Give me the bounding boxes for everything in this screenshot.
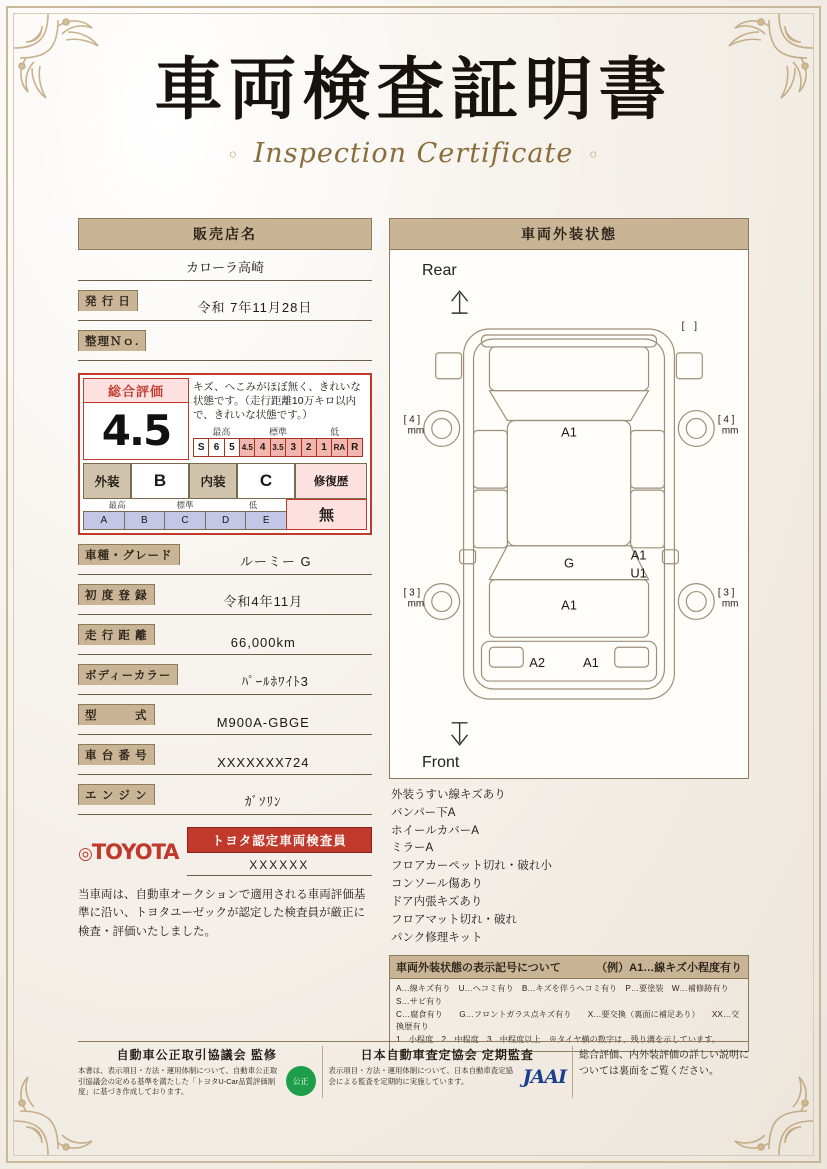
- svg-text:A2: A2: [529, 655, 546, 671]
- toyota-emblem-icon: ◎: [78, 843, 90, 864]
- overall-scale-row: [193, 438, 363, 457]
- field-reference-no-value: [146, 356, 372, 360]
- field-issue-date-label: 発 行 日: [78, 290, 138, 311]
- grade-scale-label-high: 最高: [108, 500, 126, 510]
- field-model-grade-value: ルーミー G: [239, 554, 312, 569]
- svg-text:U1: U1: [630, 565, 647, 581]
- damage-item: バンパー下A: [391, 806, 456, 819]
- field-issue-date: [78, 290, 372, 321]
- grade-cell: A: [84, 512, 125, 529]
- field-first-registration-value: 令和4年11月: [223, 594, 304, 609]
- footer-block-fair-trade-text: 本書は、表示項目・方法・運用体制について、自動車公正取引協議会の定める基準を満たした「トヨタU-Car品質評価制度」に基づき作成しております。: [78, 1066, 278, 1097]
- diagram-front-label: Front: [422, 754, 460, 771]
- corner-ornament-top-right: [699, 8, 819, 128]
- fair-trade-seal-icon: 公正: [286, 1066, 316, 1096]
- exterior-section-header: 車両外装状態: [389, 218, 749, 250]
- scale-cell: R: [348, 439, 362, 456]
- repair-history-value: 無: [286, 499, 367, 530]
- scale-cell: 3: [286, 439, 301, 456]
- svg-text:A1: A1: [561, 424, 577, 440]
- exterior-grade-value: B: [131, 463, 189, 499]
- legend-line: A…線キズ有り U…ヘコミ有り B…キズを伴うヘコミ有り P…要塗装 W…補修跡有り S…サビ有り: [396, 984, 737, 1007]
- field-reference-no-label: 整理Ｎｏ.: [78, 330, 146, 351]
- svg-text:[ 4 ]: [ 4 ]: [717, 414, 735, 426]
- overall-scale-label-low: 低: [330, 426, 340, 437]
- interior-grade-value: C: [237, 463, 295, 499]
- grade-scale-labels: [83, 499, 287, 511]
- field-model-grade-label: 車種・グレード: [78, 544, 180, 565]
- field-reference-no: [78, 330, 372, 361]
- field-first-registration-label: 初 度 登 録: [78, 584, 155, 605]
- overall-scale-label-high: 最高: [212, 426, 231, 437]
- field-body-color-value: ﾊﾟｰﾙﾎﾜｲﾄ3: [241, 674, 309, 689]
- overall-rating-label: 総合評価: [84, 379, 188, 403]
- inspection-footnote: 当車両は、自動車オークションで適用される車両評価基準に沿い、トヨタユーゼックが認定した検査員が厳正に検査・評価いたしました。: [78, 889, 366, 938]
- page-subtitle-text: Inspection Certificate: [253, 138, 574, 169]
- footer-block-jaai-title: 日本自動車査定協会 定期監査: [360, 1048, 534, 1062]
- footer-block-jaai-text: 表示項目・方法・運用体制について、日本自動車査定協会による監査を定期的に実施しています。: [328, 1066, 513, 1086]
- overall-rating-note: キズ、へこみがほぼ無く、きれいな状態です。（走行距離10万キロ以内で、きれいな状態です。）: [193, 381, 361, 422]
- field-model-code-value: M900A-GBGE: [216, 715, 310, 730]
- svg-text:A1: A1: [630, 547, 647, 563]
- legend-line: 1…小程度 2…中程度 3…中程度以上 ※タイヤ横の数字は、残り溝を示しています。: [396, 1035, 720, 1045]
- scale-cell: 6: [209, 439, 224, 456]
- field-chassis-number: [78, 744, 372, 775]
- overall-rating-block: [78, 373, 372, 535]
- field-model-code: [78, 704, 372, 735]
- page-subtitle: [22, 138, 805, 169]
- grade-cell: C: [165, 512, 206, 529]
- scale-cell-selected: 4.5: [240, 439, 255, 456]
- svg-text:mm: mm: [407, 598, 425, 610]
- field-chassis-number-label: 車 台 番 号: [78, 744, 155, 765]
- damage-list: [389, 787, 749, 947]
- field-body-color: [78, 664, 372, 695]
- svg-text:mm: mm: [407, 425, 425, 437]
- legend-example: （例）A1…線キズ小程度有り: [596, 962, 742, 975]
- footer-bar: [78, 1041, 749, 1113]
- toyota-certification-row: [78, 827, 372, 876]
- scale-cell: 1: [317, 439, 332, 456]
- svg-text:[ 4 ]: [ 4 ]: [403, 414, 421, 426]
- dealer-section-header: 販売店名: [78, 218, 372, 250]
- svg-text:[ ]: [ ]: [681, 321, 698, 333]
- scale-cell: 2: [302, 439, 317, 456]
- scale-cell: S: [194, 439, 209, 456]
- field-mileage-value: 66,000km: [230, 635, 296, 650]
- field-mileage: [78, 624, 372, 655]
- grade-cell: E: [246, 512, 286, 529]
- svg-text:mm: mm: [721, 598, 739, 610]
- corner-ornament-bottom-right: [699, 1041, 819, 1161]
- svg-text:mm: mm: [721, 425, 739, 437]
- overall-scale-label-mid: 標準: [269, 426, 288, 437]
- legend-box: [389, 955, 749, 1052]
- grade-scale-label-low: 低: [248, 500, 258, 510]
- footer-block-fair-trade: [78, 1046, 316, 1098]
- subtitle-ornament-left: ◦: [226, 142, 240, 167]
- certified-inspector-badge: トヨタ認定車両検査員: [187, 827, 372, 853]
- document-title-block: [22, 50, 805, 169]
- svg-text:[ 3 ]: [ 3 ]: [717, 587, 735, 599]
- vehicle-diagram-svg: [390, 250, 748, 778]
- field-issue-date-value: 令和 7年11月28日: [197, 300, 313, 315]
- overall-score-box: [83, 378, 189, 460]
- field-body-color-label: ボディーカラー: [78, 664, 178, 685]
- scale-cell: 3.5: [271, 439, 286, 456]
- damage-item: フロアマット切れ・破れ: [391, 913, 518, 926]
- diagram-rear-label: Rear: [422, 262, 457, 279]
- left-column: [78, 218, 372, 941]
- grade-scale-row: [83, 511, 287, 530]
- dealer-name: カローラ高崎: [78, 250, 372, 281]
- toyota-logo: [78, 840, 179, 864]
- damage-item: ホイールカバーA: [391, 824, 479, 837]
- legend-title: 車両外装状態の表示記号について: [396, 962, 561, 975]
- repair-history-label: 修復歴: [295, 463, 367, 499]
- inspector-name: XXXXXX: [187, 853, 372, 876]
- footer-block-reverse-note: 総合評価、内外装評価の詳しい説明については裏面をご覧ください。: [579, 1050, 749, 1077]
- svg-text:A1: A1: [582, 655, 599, 671]
- field-mileage-label: 走 行 距 離: [78, 624, 155, 645]
- scale-cell: 4: [255, 439, 270, 456]
- svg-text:A1: A1: [561, 597, 577, 613]
- scale-cell: RA: [332, 439, 347, 456]
- vehicle-exterior-diagram: [389, 250, 749, 779]
- damage-item: 外装うすい線キズあり: [391, 789, 506, 801]
- overall-scale-labels: [193, 425, 363, 438]
- field-first-registration: [78, 584, 372, 615]
- field-model-code-label: 型 式: [78, 704, 155, 725]
- overall-score-value: 4.5: [101, 406, 171, 455]
- damage-item: ドア内張キズあり: [391, 895, 483, 908]
- jaai-logo: JAAI: [522, 1066, 566, 1088]
- grade-cell: D: [206, 512, 247, 529]
- damage-item: パンク修理キット: [391, 931, 483, 944]
- subtitle-ornament-right: ◦: [587, 142, 601, 167]
- field-engine: [78, 784, 372, 815]
- scale-cell: 5: [225, 439, 240, 456]
- corner-ornament-bottom-left: [8, 1041, 128, 1161]
- grade-cell: B: [125, 512, 166, 529]
- legend-line: C…腐食有り G…フロントガラス点キズ有り X…要交換（裏面に補足あり） XX…交換歴有り: [396, 1009, 740, 1032]
- page-title: 車両検査証明書: [154, 50, 673, 130]
- right-column: [389, 218, 749, 1052]
- field-chassis-number-value: XXXXXXX724: [217, 755, 310, 770]
- footer-block-fair-trade-title: 自動車公正取引協議会 監修: [116, 1048, 277, 1062]
- field-model-grade: [78, 544, 372, 575]
- svg-text:G: G: [563, 555, 575, 571]
- interior-grade-label: 内装: [189, 463, 237, 499]
- field-engine-label: エ ン ジ ン: [78, 784, 155, 805]
- toyota-logo-text: TOYOTA: [91, 839, 179, 864]
- damage-item: ミラーA: [391, 842, 434, 855]
- svg-text:[ 3 ]: [ 3 ]: [403, 587, 421, 599]
- corner-ornament-top-left: [8, 8, 128, 128]
- field-engine-value: ｶﾞｿﾘﾝ: [245, 794, 282, 809]
- footer-divider: [322, 1046, 323, 1098]
- damage-item: コンソール傷あり: [391, 878, 483, 891]
- footer-divider: [572, 1046, 573, 1098]
- footer-block-jaai: [329, 1046, 567, 1098]
- exterior-grade-label: 外装: [83, 463, 131, 499]
- grade-scale-label-mid: 標準: [176, 500, 194, 510]
- damage-item: フロアカーペット切れ・破れ小: [391, 860, 552, 873]
